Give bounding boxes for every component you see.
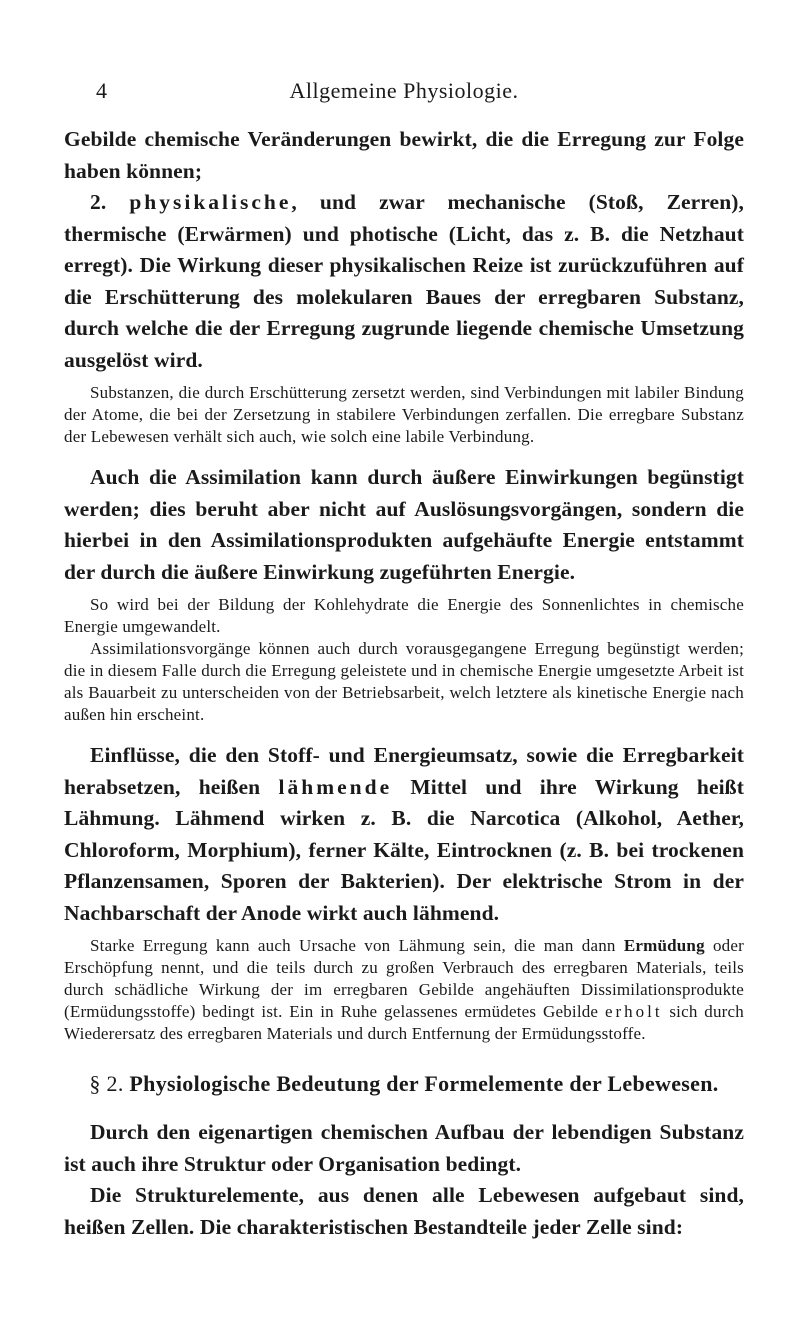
paragraph-cells: Die Strukturelemente, aus denen alle Lebewesen aufgebaut sind, heißen Zellen. Die charakteristischen Bestandteile jeder Zelle sind: (64, 1183, 744, 1239)
note-text: Starke Erregung kann auch Ursache von Lähmung sein, die man dann (90, 936, 624, 955)
running-title: Allgemeine Physiologie. (289, 78, 519, 103)
page-number: 4 (96, 78, 108, 103)
book-page (64, 68, 744, 1243)
paragraph-text: Mittel und ihre Wirkung heißt Lähmung. Lähmend wirken z. B. die Narcotica (Alkohol, Aether, Chloroform, Morphium), ferner Kälte, Eintrocknen (z. B. bei trockenen Pflanzensamen, Sporen der Bakterien). Der elektrische Strom in der Nachbarschaft der Anode wirkt auch lähmend. (64, 774, 744, 925)
section-heading (64, 1069, 744, 1099)
paragraph-paralysis (64, 740, 744, 929)
paragraph-text: Einflüsse, die den Stoff- und Energieumsatz, sowie die Erregbarkeit herabsetzen, heißen (64, 743, 744, 799)
section-mark: § 2. (89, 1071, 124, 1096)
bold-term: Ermüdung (623, 936, 705, 955)
spaced-emphasis: physikalische (129, 190, 292, 214)
paragraph-assimilation: Auch die Assimilation kann durch äußere Einwirkungen begünstigt werden; dies beruht aber nicht auf Auslösungsvorgängen, sondern die hierbei in den Assimilationsprodukten aufgehäufte Energie entstammt der durch die äußere Einwirkung zugeführten Energie. (64, 465, 744, 584)
section-title: Physiologische Bedeutung der Formelemente der Lebewesen. (123, 1071, 719, 1096)
paragraph-structure: Durch den eigenartigen chemischen Aufbau der lebendigen Substanz ist auch ihre Struktur oder Organisation bedingt. (64, 1120, 744, 1176)
page-header (64, 68, 744, 108)
note-text: sich durch Wiederersatz des erregbaren Materials und durch Entfernung der Ermüdungsstoffe. (64, 1002, 744, 1043)
note-building-work: Assimilationsvorgänge können auch durch vorausgegangene Erregung begünstigt werden; die in diesem Falle durch die Erregung geleistete und in chemische Energie umgesetzte Arbeit ist als Bauarbeit zu unterscheiden von der Betriebsarbeit, welch letztere als kinetische Energie nach außen hin erscheint. (64, 639, 744, 724)
spaced-emphasis: erholt (604, 1002, 663, 1021)
spaced-emphasis: lähmende (278, 774, 393, 799)
paragraph-text: , und zwar mechanische (Stoß, Zerren), thermische (Erwärmen) und photische (Licht, das z. B. die Netzhaut erregt). Die Wirkung dieser physikalischen Reize ist zurückzuführen auf die Erschütterung des molekularen Baues der erregbaren Substanz, durch welche die der Erregung zugrunde liegende chemische Umsetzung ausgelöst wird. (64, 190, 744, 372)
note-labile-compounds: Substanzen, die durch Erschütterung zersetzt werden, sind Verbindungen mit labiler Bindung der Atome, die bei der Zersetzung in stabilere Verbindungen zerfallen. Die erregbare Substanz der Lebewesen verhält sich auch, wie solch eine labile Verbindung. (64, 383, 744, 446)
note-fatigue (64, 935, 744, 1045)
note-text: oder Erschöpfung nennt, und die teils durch zu großen Verbrauch des erregbaren Materials, teils durch schädliche Wirkung der im erregbaren Gebilde angehäuften Dissimilationsprodukte (Ermüdungsstoffe) bedingt ist. Ein in Ruhe gelassenes ermüdetes Gebilde (64, 936, 744, 1021)
paragraph-physical-stimuli (64, 187, 744, 376)
note-carbohydrates: So wird bei der Bildung der Kohlehydrate die Energie des Sonnenlichtes in chemische Energie umgewandelt. (64, 595, 744, 636)
list-number: 2. (90, 190, 130, 214)
paragraph-continuation: Gebilde chemische Veränderungen bewirkt, die die Erregung zur Folge haben können; (64, 127, 744, 183)
